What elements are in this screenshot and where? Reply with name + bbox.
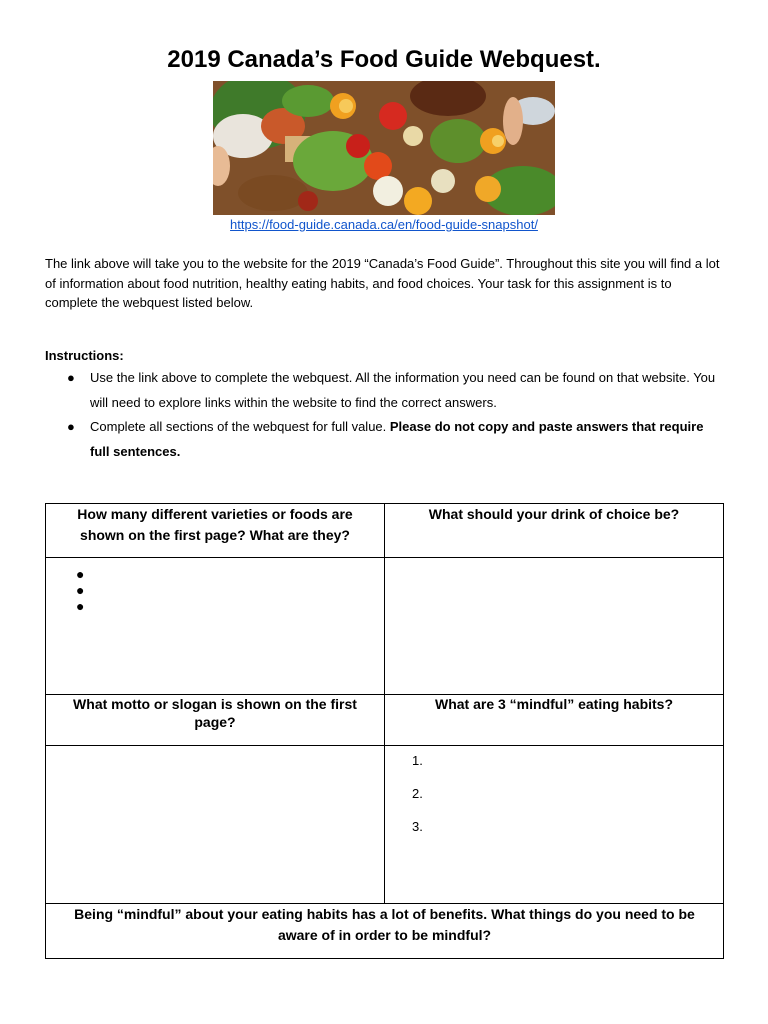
instructions-heading: Instructions:: [45, 348, 124, 363]
question-motto: What motto or slogan is shown on the first page?: [46, 695, 385, 746]
food-photo: [213, 81, 555, 215]
answer-mindful-habits[interactable]: [385, 746, 724, 904]
page-title: 2019 Canada’s Food Guide Webquest.: [167, 46, 601, 73]
list-number: 1.: [412, 753, 423, 768]
intro-paragraph: The link above will take you to the website for the 2019 “Canada’s Food Guide”. Throughout this site you will find a lot of information about food nutrition, healthy eating habits, and food choices. Your task for this assignment is to complete the webquest listed below.: [45, 256, 720, 310]
question-mindful-benefits: Being “mindful” about your eating habits has a lot of benefits. What things do you need to be aware of in order to be mindful?: [46, 904, 724, 959]
instruction-item: [45, 366, 725, 415]
list-number: 2.: [412, 786, 423, 801]
instruction-text: Complete all sections of the webquest for full value.: [90, 419, 390, 434]
answer-bullet-list: [76, 566, 374, 614]
bullet-icon: ●: [76, 566, 85, 582]
answer-varieties[interactable]: [46, 558, 385, 695]
webquest-table: [45, 503, 724, 959]
list-number: 3.: [412, 819, 423, 834]
bullet-icon: ●: [76, 598, 85, 614]
instruction-item: [45, 415, 725, 464]
answer-number-list: [412, 752, 713, 851]
instructions-list: [45, 366, 725, 464]
answer-motto[interactable]: [46, 746, 385, 904]
answer-drink[interactable]: [385, 558, 724, 695]
bullet-icon: ●: [67, 370, 75, 385]
question-mindful-habits: What are 3 “mindful” eating habits?: [385, 695, 724, 746]
instruction-text: Use the link above to complete the webquest. All the information you need can be found on that website. You will need to explore links within the website to find the correct answers.: [90, 370, 716, 410]
food-guide-link[interactable]: https://food-guide.canada.ca/en/food-guide-snapshot/: [230, 217, 538, 232]
question-varieties: How many different varieties or foods are shown on the first page? What are they?: [46, 504, 385, 558]
bullet-icon: ●: [76, 582, 85, 598]
bullet-icon: ●: [67, 419, 75, 434]
instruction-warning: Please do not copy and paste answers that require full sentences.: [90, 419, 704, 459]
question-drink: What should your drink of choice be?: [385, 504, 724, 558]
